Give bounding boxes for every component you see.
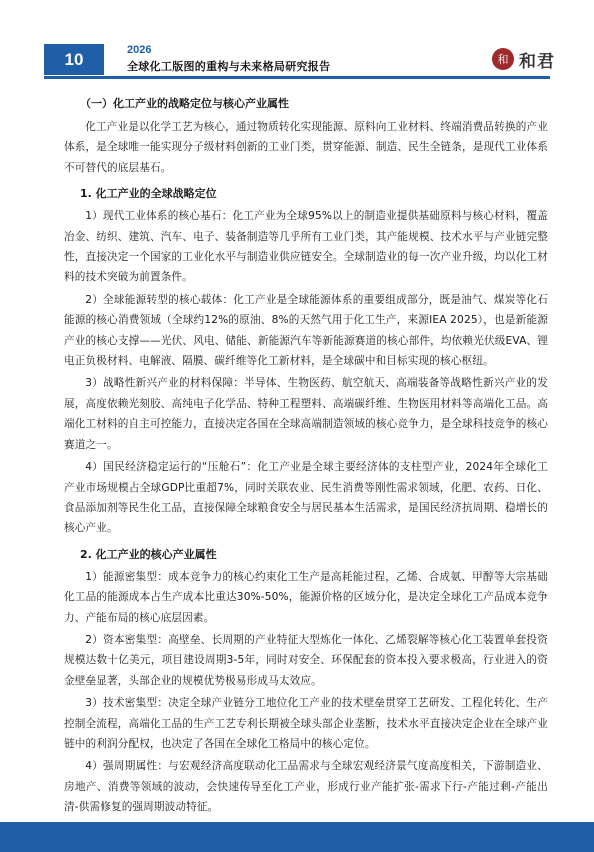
paragraph: 4）国民经济稳定运行的“压舱石”：化工产业是全球主要经济体的支柱型产业，2024年全球化工产业市场规模占全球GDP比重超7%，同时关联农业、民生消费等刚性需求领域，化肥、农药、日化、食品添加剂等民生化工品，直接保障全球粮食安全与居民基本生活需求，是国民经济抗周期、稳增长的核心产业。	[64, 461, 548, 535]
section-intro: 化工产业是以化学工艺为核心，通过物质转化实现能源、原料向工业材料、终端消费品转换的产业体系，是全球唯一能实现分子级材料创新的工业门类，贯穿能源、制造、民生全链条，是现代工业体系不可替代的底层基石。	[64, 121, 548, 174]
page-header	[0, 0, 594, 80]
paragraph: 2）全球能源转型的核心载体：化工产业是全球能源体系的重要组成部分，既是油气、煤炭等化石能源的核心消费领域（全球约12%的原油、8%的天然气用于化工生产，来源IEA 2025），也是新能源产业的核心支撑——光伏、风电、储能、新能源汽车等新能源赛道的核心部件，均依赖光伏级EVA、锂电正负极材料、电解液、隔膜、碳纤维等化工新材料，是全球碳中和目标实现的核心枢纽。	[64, 293, 548, 368]
section-title: （一）化工产业的战略定位与核心产业属性	[80, 97, 289, 110]
report-title: 全球化工版图的重构与未来格局研究报告	[127, 60, 331, 73]
paragraph: 1）现代工业体系的核心基石：化工产业为全球95%以上的制造业提供基础原料与核心材料，覆盖冶金、纺织、建筑、汽车、电子、装备制造等几乎所有工业门类，其产能规模、技术水平与产业链完整性，直接决定一个国家的工业化水平与制造业供应链安全。全球制造业的每一次产业升级，均以化工材料的技术突破为前置条件。	[64, 210, 548, 284]
company-logo	[492, 44, 572, 74]
subsection-title-2: 2. 化工产业的核心产业属性	[80, 547, 217, 561]
paragraph: 3）战略性新兴产业的材料保障：半导体、生物医药、航空航天、高端装备等战略性新兴产业的发展，高度依赖光刻胶、高纯电子化学品、特种工程塑料、高端碳纤维、生物医用材料等高端化工品。高端化工材料的自主可控能力，直接决定各国在全球高端制造领域的核心竞争力，是全球科技竞争的核心赛道之一。	[64, 377, 548, 451]
logo-text: 和君	[519, 51, 555, 72]
header-year: 2026	[127, 44, 152, 56]
main-content	[64, 96, 548, 820]
paragraph: 3）技术密集型：决定全球产业链分工地位化工产业的技术壁垒贯穿工艺研发、工程化转化、生产控制全流程，高端化工品的生产工艺专利长期被全球头部企业垄断，技术水平直接决定企业在全球产业链中的利润分配权，也决定了各国在全球化工格局中的核心定位。	[64, 697, 548, 750]
page-number: 10	[44, 44, 104, 75]
footer-bar	[0, 822, 594, 852]
paragraph: 1）能源密集型：成本竞争力的核心约束化工生产是高耗能过程，乙烯、合成氨、甲醇等大宗基础化工品的能源成本占生产成本比重达30%-50%，能源价格的区域分化，是决定全球化工产品成本竞争力、产能布局的核心底层因素。	[64, 570, 548, 624]
header-divider	[44, 76, 550, 79]
logo-seal-icon: 和	[492, 48, 514, 70]
paragraph: 2）资本密集型：高壁垒、长周期的产业特征大型炼化一体化、乙烯裂解等核心化工装置单套投资规模达数十亿美元，项目建设周期3-5年，同时对安全、环保配套的资本投入要求极高，行业进入的资金壁垒显著，头部企业的规模优势极易形成马太效应。	[64, 633, 548, 687]
paragraph: 4）强周期属性：与宏观经济高度联动化工品需求与全球宏观经济景气度高度相关，下游制造业、房地产、消费等领域的波动，会快速传导至化工产业，形成行业产能扩张-需求下行-产能过剩-产能出清-供需修复的强周期波动特征。	[64, 760, 548, 814]
subsection-title-1: 1. 化工产业的全球战略定位	[80, 187, 217, 201]
